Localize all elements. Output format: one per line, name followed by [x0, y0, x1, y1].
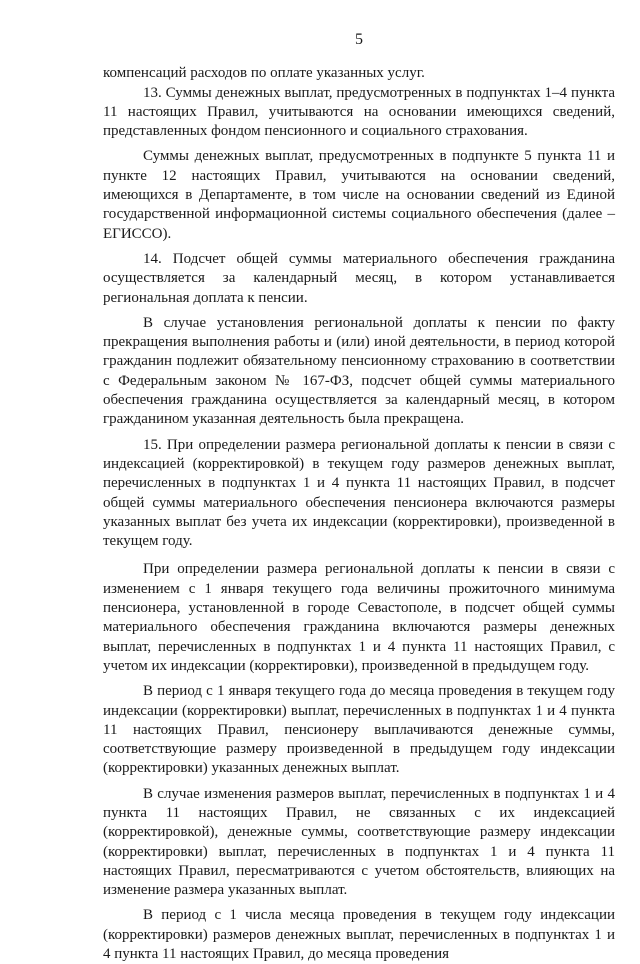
- page-number: 5: [355, 31, 363, 48]
- paragraph-15: 15. При определении размера региональной доплаты к пенсии в связи с индексацией (корректировкой) в текущем году размеров денежных выплат, перечисленных в подпунктах 1 и 4 пункта 11 настоящих Правил, в подсчет общей суммы материального обеспечения пенсионера включаются размеры указанных выплат без учета их индексации (корректировки), произведенной в текущем году.: [103, 436, 615, 550]
- paragraph-14-second: В случае установления региональной доплаты к пенсии по факту прекращения выполнения работы и (или) иной деятельности, в период которой гражданин подлежит обязательному пенсионному страхованию в соответствии с Федеральным законом № 167-ФЗ, подсчет общей суммы материального обеспечения гражданина осуществляется за календарный месяц, в котором гражданином указанная деятельность была прекращена.: [103, 314, 615, 428]
- paragraph-15-third: В период с 1 января текущего года до месяца проведения в текущем году индексации (корректировки) выплат, перечисленных в подпунктах 1 и 4 пункта 11 настоящих Правил, пенсионеру выплачиваются денежные суммы, соответствующие размеру произведенной в предыдущем году индексации (корректировки) указанных денежных выплат.: [103, 683, 615, 777]
- paragraph-15-fifth: В период с 1 числа месяца проведения в текущем году индексации (корректировки) размеров денежных выплат, перечисленных в подпунктах 1 и 4 пункта 11 настоящих Правил, до месяца проведения: [103, 907, 615, 963]
- paragraph-14: 14. Подсчет общей суммы материального обеспечения гражданина осуществляется за календарный месяц, в котором устанавливается региональная доплата к пенсии.: [103, 250, 615, 306]
- paragraph-15-second: При определении размера региональной доплаты к пенсии в связи с изменением с 1 января текущего года величины прожиточного минимума пенсионера, установленной в городе Севастополе, в подсчет общей суммы материального обеспечения гражданина включаются размеры денежных выплат, перечисленных в подпунктах 1 и 4 пункта 11 настоящих Правил, с учетом их индексации (корректировки), произведенной в предыдущем году.: [103, 561, 615, 674]
- paragraph-15-fourth: В случае изменения размеров выплат, перечисленных в подпунктах 1 и 4 пункта 11 настоящих Правил, не связанных с их индексацией (корректировкой), денежные суммы, соответствующие размеру индексации (корректировки) выплат, перечисленных в подпунктах 1 и 4 пункта 11 настоящих Правил, пересматриваются с учетом обстоятельств, влияющих на изменение размера указанных выплат.: [103, 785, 615, 899]
- document-page: [103, 30, 615, 964]
- paragraph-13-second: Суммы денежных выплат, предусмотренных в подпункте 5 пункта 11 и пункте 12 настоящих Правил, учитываются на основании сведений, имеющихся в Департаменте, в том числе на основании сведений из Единой государственной информационной системы социального обеспечения (далее – ЕГИССО).: [103, 148, 615, 242]
- paragraph-13: 13. Суммы денежных выплат, предусмотренных в подпунктах 1–4 пункта 11 настоящих Правил, учитываются на основании имеющихся сведений, представленных фондом пенсионного и социального страхования.: [103, 84, 615, 140]
- paragraph-continuation: компенсаций расходов по оплате указанных услуг.: [103, 65, 425, 82]
